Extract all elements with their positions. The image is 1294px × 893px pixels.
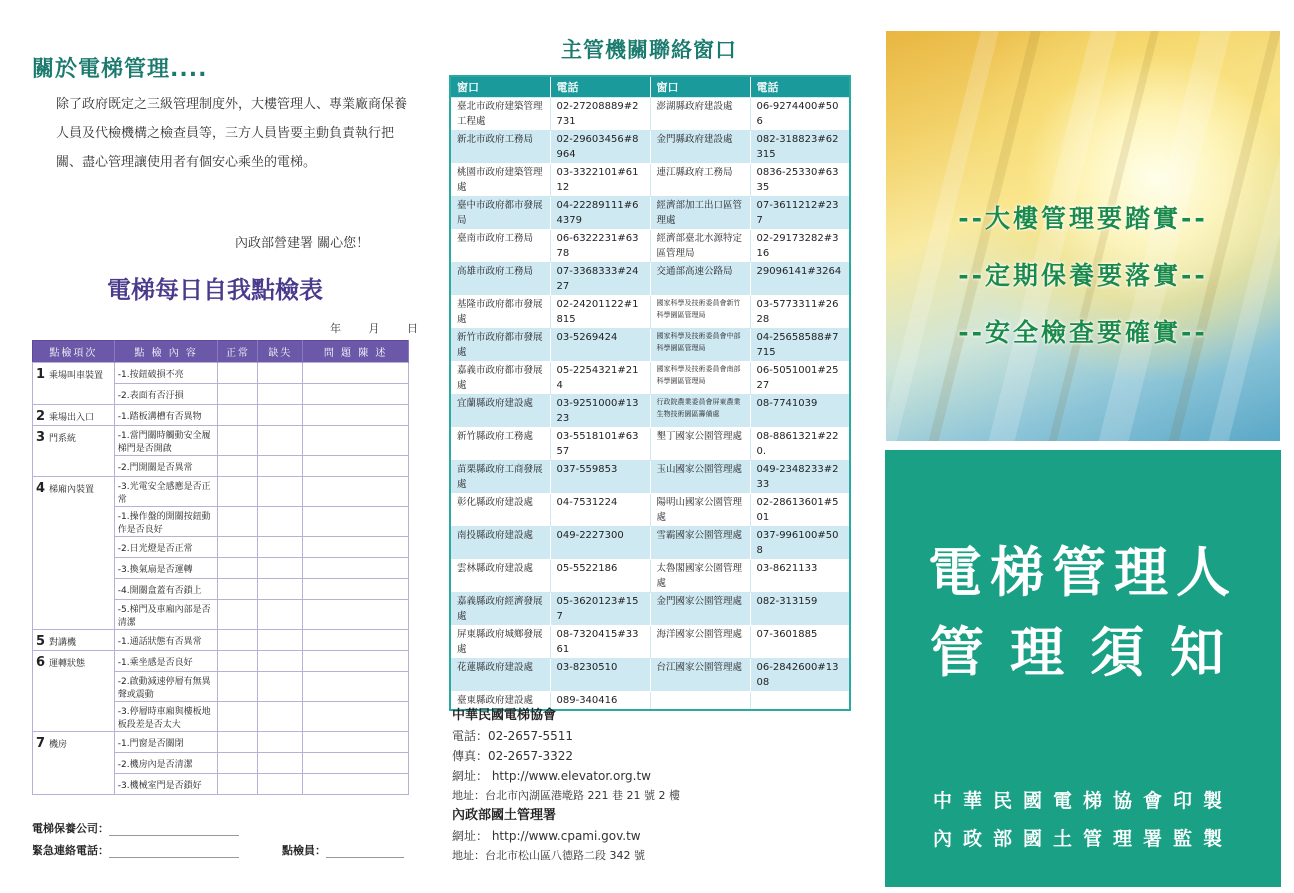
association-web[interactable]: 網址： http://www.elevator.org.tw [452, 769, 651, 783]
contact-row [450, 98, 850, 131]
contact-office: 臺北市政府建築管理工程處 [450, 98, 550, 131]
fault-cell[interactable] [258, 426, 303, 456]
check-item [33, 405, 115, 426]
contact-row [450, 263, 850, 296]
fault-cell[interactable] [258, 630, 303, 651]
contact-row [450, 329, 850, 362]
check-content: -1.操作盤的開關按鈕動作是否良好 [114, 507, 218, 537]
contact-phone: 06-5051001#2527 [750, 362, 850, 395]
contact-phone: 06-9274400#506 [750, 98, 850, 131]
contact-office: 澎湖縣政府建設處 [650, 98, 750, 131]
col-header-content: 點 檢 內 容 [114, 341, 218, 363]
contact-office: 陽明山國家公園管理處 [650, 494, 750, 527]
check-content: -3.換氣扇是否運轉 [114, 558, 218, 579]
contact-office: 金門國家公園管理處 [650, 593, 750, 626]
contact-phone: 03-9251000#1323 [550, 395, 650, 428]
cover-title-block [885, 450, 1281, 887]
fault-cell[interactable] [258, 579, 303, 600]
contact-office: 高雄市政府工務局 [450, 263, 550, 296]
contact-office: 新竹市政府都市發展處 [450, 329, 550, 362]
company-label: 電梯保養公司： [32, 822, 109, 835]
contact-office: 嘉義縣政府經濟發展處 [450, 593, 550, 626]
contact-phone: 02-29603456#8964 [550, 131, 650, 164]
check-item-name: 對講機 [49, 638, 77, 648]
contact-phone: 049-2227300 [550, 527, 650, 560]
check-item-number: 6 [36, 655, 46, 670]
contact-row [450, 296, 850, 329]
normal-cell[interactable] [218, 651, 258, 672]
fault-cell[interactable] [258, 477, 303, 507]
left-panel [0, 0, 430, 893]
contact-phone: 08-8861321#220. [750, 428, 850, 461]
issue-cell[interactable] [303, 558, 409, 579]
contact-phone: 082-313159 [750, 593, 850, 626]
check-content: -2.機房內是否清潔 [114, 753, 218, 774]
check-content: -1.乘坐感是否良好 [114, 651, 218, 672]
check-item [33, 363, 115, 405]
contact-row [450, 560, 850, 593]
fault-cell[interactable] [258, 405, 303, 426]
contact-phone: 05-2254321#214 [550, 362, 650, 395]
association-fax: 傳真：02-2657-3322 [452, 749, 574, 763]
contact-phone: 04-25658588#7715 [750, 329, 850, 362]
contact-phone: 03-5269424 [550, 329, 650, 362]
contact-office: 行政院農業委員會屏東農業生物技術園區籌備處 [650, 395, 750, 428]
contact-phone: 049-2348233#233 [750, 461, 850, 494]
normal-cell[interactable] [218, 426, 258, 456]
contact-office: 新北市政府工務局 [450, 131, 550, 164]
contact-office: 太魯閣國家公園管理處 [650, 560, 750, 593]
slogan-2: --定期保養要落實-- [958, 261, 1208, 290]
contact-row [450, 164, 850, 197]
check-item-number: 3 [36, 430, 46, 445]
agency-web[interactable]: 網址： http://www.cpami.gov.tw [452, 829, 641, 843]
check-content: -2.啟動減速停層有無異聲或震動 [114, 672, 218, 702]
issue-cell[interactable] [303, 630, 409, 651]
contact-phone: 089-340416 [550, 692, 650, 711]
date-day: 日 [407, 322, 418, 335]
contact-phone: 06-2842600#1308 [750, 659, 850, 692]
contact-row [450, 593, 850, 626]
checklist-row [33, 426, 409, 456]
contact-office: 玉山國家公園管理處 [650, 461, 750, 494]
check-content: -3.停層時車廂與樓板地板段差是否太大 [114, 702, 218, 732]
check-item-name: 門系統 [49, 434, 77, 444]
contact-row [450, 395, 850, 428]
association-address: 地址：台北市內湖區港墘路 221 巷 21 號 2 樓 [452, 789, 680, 802]
slogan-1: --大樓管理要踏實-- [958, 204, 1208, 233]
normal-cell[interactable] [218, 600, 258, 630]
check-item [33, 630, 115, 651]
checklist-body [33, 363, 409, 795]
check-item-name: 乘場出入口 [49, 413, 95, 423]
contact-row [450, 659, 850, 692]
contact-phone: 02-28613601#501 [750, 494, 850, 527]
agency-name: 內政部國土管理署 [452, 808, 557, 823]
col-header-phone-2: 電話 [750, 76, 850, 98]
normal-cell[interactable] [218, 579, 258, 600]
check-item-number: 7 [36, 736, 46, 751]
checklist-row [33, 651, 409, 672]
issue-cell[interactable] [303, 702, 409, 732]
inspector-line[interactable] [326, 846, 404, 858]
contact-phone: 03-5518101#6357 [550, 428, 650, 461]
col-header-phone-1: 電話 [550, 76, 650, 98]
check-item-number: 1 [36, 367, 46, 382]
normal-cell[interactable] [218, 672, 258, 702]
check-content: -2.日光燈是否正常 [114, 537, 218, 558]
col-header-item: 點檢項次 [33, 341, 115, 363]
contact-office: 墾丁國家公園管理處 [650, 428, 750, 461]
contact-office: 海洋國家公園管理處 [650, 626, 750, 659]
cover-photo [886, 31, 1280, 441]
check-content: -1.通話狀態有否異常 [114, 630, 218, 651]
contact-office: 國家科學及技術委員會新竹科學園區管理局 [650, 296, 750, 329]
contact-phone: 082-318823#62315 [750, 131, 850, 164]
contacts-table [449, 75, 851, 711]
fault-cell[interactable] [258, 732, 303, 753]
check-item [33, 651, 115, 732]
contact-office: 臺中市政府都市發展局 [450, 197, 550, 230]
contact-office: 國家科學及技術委員會中部科學園區管理局 [650, 329, 750, 362]
contact-office: 嘉義市政府都市發展處 [450, 362, 550, 395]
col-header-fault: 缺失 [258, 341, 303, 363]
contact-row [450, 428, 850, 461]
contact-office: 金門縣政府建設處 [650, 131, 750, 164]
issue-cell[interactable] [303, 363, 409, 384]
inspector-row [282, 842, 404, 858]
contact-office: 雪霸國家公園管理處 [650, 527, 750, 560]
checklist-row [33, 732, 409, 753]
contact-phone: 03-3322101#6112 [550, 164, 650, 197]
fault-cell[interactable] [258, 600, 303, 630]
contact-office: 苗栗縣政府工商發展處 [450, 461, 550, 494]
col-header-normal: 正常 [218, 341, 258, 363]
issue-cell[interactable] [303, 732, 409, 753]
check-content: -2.表面有否汙損 [114, 384, 218, 405]
check-item [33, 732, 115, 795]
cover-title-line2: 管理須知 [930, 621, 1250, 684]
contact-phone: 037-559853 [550, 461, 650, 494]
contact-phone: 05-5522186 [550, 560, 650, 593]
issue-cell[interactable] [303, 651, 409, 672]
date-row [330, 320, 418, 336]
about-signature: 內政部營建署 關心您！ [235, 236, 370, 251]
contact-office: 雲林縣政府建設處 [450, 560, 550, 593]
issue-cell[interactable] [303, 456, 409, 477]
company-line[interactable] [109, 824, 239, 836]
normal-cell[interactable] [218, 774, 258, 795]
check-item-number: 2 [36, 409, 46, 424]
normal-cell[interactable] [218, 702, 258, 732]
inspector-label: 點檢員： [282, 844, 326, 857]
contact-phone: 03-5773311#2628 [750, 296, 850, 329]
contact-office: 經濟部加工出口區管理處 [650, 197, 750, 230]
credit-print: 中華民國電梯協會印製 [932, 790, 1233, 812]
association-info [452, 706, 852, 866]
normal-cell[interactable] [218, 732, 258, 753]
agency-address: 地址：台北市松山區八德路二段 342 號 [452, 849, 645, 862]
contact-office: 宜蘭縣政府建設處 [450, 395, 550, 428]
contact-office: 花蓮縣政府建設處 [450, 659, 550, 692]
issue-cell[interactable] [303, 579, 409, 600]
normal-cell[interactable] [218, 507, 258, 537]
contact-phone: 08-7741039 [750, 395, 850, 428]
contact-phone: 07-3601885 [750, 626, 850, 659]
contact-phone: 07-3611212#237 [750, 197, 850, 230]
normal-cell[interactable] [218, 456, 258, 477]
check-content: -1.按鈕破損不亮 [114, 363, 218, 384]
issue-cell[interactable] [303, 672, 409, 702]
contact-row [450, 626, 850, 659]
check-item-name: 機房 [49, 740, 68, 750]
check-item-number: 4 [36, 481, 46, 496]
check-content: -1.當門關時觸動安全履梯門是否開啟 [114, 426, 218, 456]
checklist-title: 電梯每日自我點檢表 [107, 275, 323, 304]
contact-row [450, 131, 850, 164]
check-content: -4.開關盒蓋有否鎖上 [114, 579, 218, 600]
check-item-number: 5 [36, 634, 46, 649]
checklist-row [33, 477, 409, 507]
fault-cell[interactable] [258, 384, 303, 405]
contacts-header-row [450, 76, 850, 98]
normal-cell[interactable] [218, 630, 258, 651]
contact-office: 國家科學及技術委員會南部科學園區管理局 [650, 362, 750, 395]
normal-cell[interactable] [218, 558, 258, 579]
fault-cell[interactable] [258, 774, 303, 795]
normal-cell[interactable] [218, 477, 258, 507]
checklist-row [33, 405, 409, 426]
checklist-row [33, 363, 409, 384]
contact-phone: 29096141#3264 [750, 263, 850, 296]
col-header-office-1: 窗口 [450, 76, 550, 98]
contact-office: 臺南市政府工務局 [450, 230, 550, 263]
contacts-body [450, 98, 850, 711]
contact-phone: 02-29173282#316 [750, 230, 850, 263]
fault-cell[interactable] [258, 672, 303, 702]
fault-cell[interactable] [258, 558, 303, 579]
contact-phone: 05-3620123#157 [550, 593, 650, 626]
slogans [886, 199, 1280, 370]
check-item-name: 梯廂內裝置 [49, 485, 95, 495]
about-body: 除了政府既定之三級管理制度外，大樓管理人、專業廠商保養人員及代檢機構之檢查員等，三方人員皆要主動負責執行把關、盡心管理讓使用者有個安心乘坐的電梯。 [56, 97, 408, 170]
check-content: -1.踏板溝槽有否異物 [114, 405, 218, 426]
checklist-table [32, 340, 409, 795]
contact-office: 交通部高速公路局 [650, 263, 750, 296]
issue-cell[interactable] [303, 600, 409, 630]
contact-phone: 037-996100#508 [750, 527, 850, 560]
contact-row [450, 494, 850, 527]
issue-cell[interactable] [303, 537, 409, 558]
contact-phone: 04-22289111#64379 [550, 197, 650, 230]
issue-cell[interactable] [303, 405, 409, 426]
fault-cell[interactable] [258, 537, 303, 558]
normal-cell[interactable] [218, 753, 258, 774]
check-item [33, 477, 115, 630]
issue-cell[interactable] [303, 507, 409, 537]
contact-phone: 07-3368333#2427 [550, 263, 650, 296]
contact-phone: 02-27208889#2731 [550, 98, 650, 131]
about-title: 關於電梯管理.... [32, 57, 208, 82]
contact-office: 新竹縣政府工務處 [450, 428, 550, 461]
association-name: 中華民國電梯協會 [452, 708, 557, 723]
contact-phone: 02-24201122#1815 [550, 296, 650, 329]
contact-office: 南投縣政府建設處 [450, 527, 550, 560]
issue-cell[interactable] [303, 384, 409, 405]
cover-title-line1: 電梯管理人 [928, 541, 1238, 604]
fault-cell[interactable] [258, 702, 303, 732]
date-month: 月 [368, 322, 380, 335]
contact-office: 台江國家公園管理處 [650, 659, 750, 692]
credit-supervise: 內政部國土管理署監製 [932, 828, 1233, 850]
normal-cell[interactable] [218, 537, 258, 558]
contact-phone: 04-7531224 [550, 494, 650, 527]
slogan-3: --安全檢查要確實-- [958, 318, 1208, 347]
check-item [33, 426, 115, 477]
emergency-label: 緊急連絡電話： [32, 844, 109, 857]
emergency-line[interactable] [109, 846, 239, 858]
contact-office: 桃園市政府建築管理處 [450, 164, 550, 197]
association-phone: 電話：02-2657-5511 [452, 729, 574, 743]
issue-cell[interactable] [303, 426, 409, 456]
check-item-name: 乘場叫車裝置 [49, 371, 104, 381]
contact-row [450, 461, 850, 494]
date-year: 年 [330, 322, 341, 335]
emergency-row [32, 842, 239, 858]
contact-row [450, 527, 850, 560]
contact-office: 臺東縣政府建設處 [450, 692, 550, 711]
fault-cell[interactable] [258, 456, 303, 477]
contact-office: 連江縣政府工務局 [650, 164, 750, 197]
fault-cell[interactable] [258, 651, 303, 672]
contact-row [450, 230, 850, 263]
normal-cell[interactable] [218, 405, 258, 426]
check-content: -2.門開關是否異常 [114, 456, 218, 477]
fault-cell[interactable] [258, 363, 303, 384]
contact-phone: 03-8230510 [550, 659, 650, 692]
check-item-name: 運轉狀態 [49, 659, 86, 669]
fault-cell[interactable] [258, 507, 303, 537]
contacts-title: 主管機關聯絡窗口 [561, 38, 737, 62]
contact-phone: 08-7320415#3361 [550, 626, 650, 659]
contact-phone: 03-8621133 [750, 560, 850, 593]
issue-cell[interactable] [303, 753, 409, 774]
issue-cell[interactable] [303, 477, 409, 507]
check-content: -3.光電安全感應是否正常 [114, 477, 218, 507]
contact-office: 基隆市政府都市發展處 [450, 296, 550, 329]
contact-office: 彰化縣政府建設處 [450, 494, 550, 527]
check-content: -1.門窗是否關閉 [114, 732, 218, 753]
fault-cell[interactable] [258, 753, 303, 774]
check-content: -3.機械室門是否鎖好 [114, 774, 218, 795]
col-header-issue: 問 題 陳 述 [303, 341, 409, 363]
contact-phone: 06-6322231#6378 [550, 230, 650, 263]
normal-cell[interactable] [218, 384, 258, 405]
col-header-office-2: 窗口 [650, 76, 750, 98]
checklist-header-row [33, 341, 409, 363]
contact-office: 屏東縣政府城鄉發展處 [450, 626, 550, 659]
normal-cell[interactable] [218, 363, 258, 384]
checklist-row [33, 630, 409, 651]
contact-office: 經濟部臺北水源特定區管理局 [650, 230, 750, 263]
check-content: -5.梯門及車廂內部是否清潔 [114, 600, 218, 630]
contact-row [450, 362, 850, 395]
contact-phone: 0836-25330#6335 [750, 164, 850, 197]
contact-row [450, 197, 850, 230]
company-row [32, 820, 239, 836]
issue-cell[interactable] [303, 774, 409, 795]
